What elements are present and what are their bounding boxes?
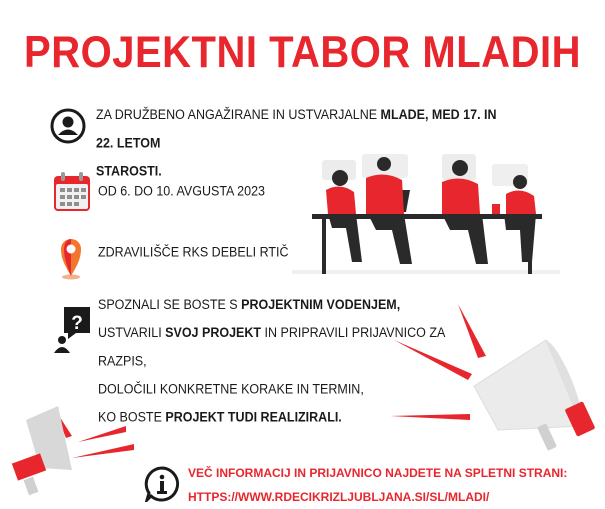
desc-l4-bold: PROJEKT TUDI REALIZIRALI. bbox=[165, 409, 342, 425]
calendar-icon bbox=[52, 171, 92, 213]
svg-text:?: ? bbox=[71, 313, 83, 334]
desc-l2-normal-a: USTVARILI bbox=[98, 325, 166, 341]
location-text: ZDRAVILIŠČE RKS DEBELI RTIČ bbox=[98, 244, 289, 260]
question-person-icon bbox=[52, 305, 92, 355]
team-illustration bbox=[292, 150, 560, 278]
info-icon bbox=[144, 466, 180, 502]
person-icon bbox=[50, 108, 86, 144]
audience-bold-2: STAROSTI. bbox=[96, 163, 162, 179]
info-text bbox=[188, 461, 567, 509]
desc-l4-normal: KO BOSTE bbox=[98, 409, 166, 425]
desc-l1-bold: PROJEKTNIM VODENJEM, bbox=[241, 297, 401, 313]
desc-l1-normal: SPOZNALI SE BOSTE S bbox=[98, 297, 242, 313]
desc-l3: DOLOČILI KONKRETNE KORAKE IN TERMIN, bbox=[98, 381, 364, 397]
desc-l2-bold: SVOJ PROJEKT bbox=[165, 325, 262, 341]
audience-normal: ZA DRUŽBENO ANGAŽIRANE IN USTVARJALNE bbox=[96, 107, 381, 123]
desc-l2-normal-b: IN PRIPRAVILI PRIJAVNICO ZA RAZPIS, bbox=[98, 325, 445, 369]
location-pin-icon bbox=[60, 236, 82, 280]
info-link[interactable]: HTTPS://WWW.RDECIKRIZLJUBLJANA.SI/SL/MLADI/ bbox=[188, 490, 490, 504]
page-title: PROJEKTNI TABOR MLADIH bbox=[24, 28, 581, 78]
info-line: VEČ INFORMACIJ IN PRIJAVNICO NAJDETE NA SPLETNI STRANI: bbox=[188, 466, 568, 480]
audience-bold: MLADE, MED 17. IN 22. LETOM bbox=[96, 107, 497, 151]
megaphone-icon bbox=[0, 378, 140, 498]
date-text: OD 6. DO 10. AVGUSTA 2023 bbox=[98, 183, 265, 199]
megaphone-icon bbox=[390, 296, 605, 466]
